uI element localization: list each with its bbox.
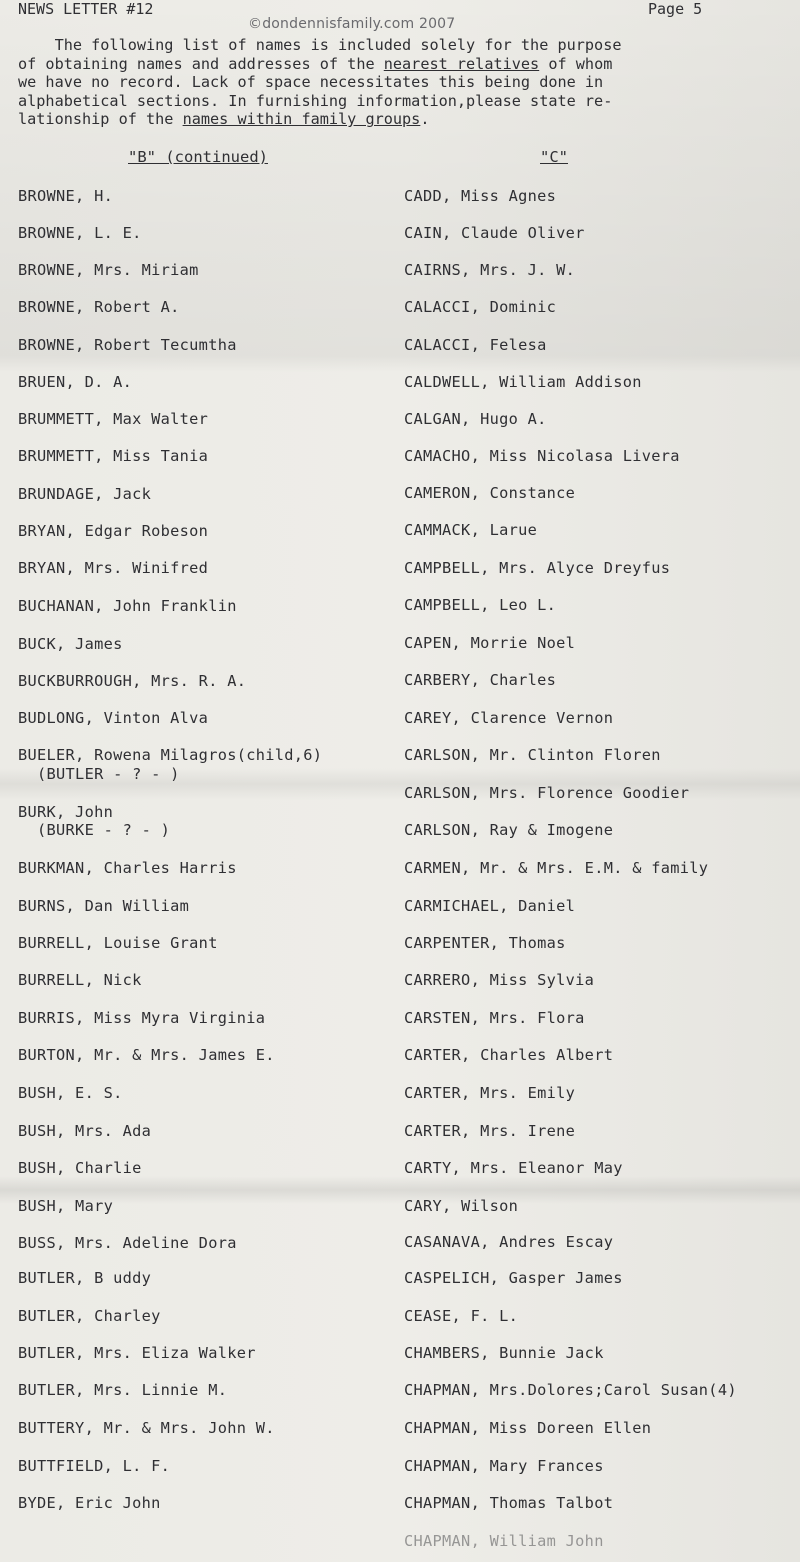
name-entry: CARPENTER, Thomas [404, 934, 566, 952]
name-entry: CEASE, F. L. [404, 1307, 519, 1325]
name-entry: BROWNE, Mrs. Miriam [18, 261, 199, 279]
name-entry: BUELER, Rowena Milagros(child,6) [18, 746, 323, 764]
name-entry: BURK, John [18, 803, 114, 821]
name-entry: CHAPMAN, Miss Doreen Ellen [404, 1419, 652, 1437]
name-entry: BUSH, Charlie [18, 1159, 142, 1177]
name-entry: CAMMACK, Larue [404, 521, 538, 539]
name-entry: BRUMMETT, Max Walter [18, 410, 209, 428]
name-entry: BRYAN, Edgar Robeson [18, 522, 209, 540]
name-entry: BRUMMETT, Miss Tania [18, 447, 209, 465]
name-entry: CARLSON, Mrs. Florence Goodier [404, 784, 690, 802]
name-entry: CALDWELL, William Addison [404, 373, 642, 391]
intro-line-2-underlined: nearest relatives [383, 54, 540, 73]
name-entry: CAMPBELL, Leo L. [404, 596, 557, 614]
name-entry: BUSH, Mary [18, 1197, 114, 1215]
name-entry: CHAMBERS, Bunnie Jack [404, 1344, 604, 1362]
name-entry: CALACCI, Felesa [404, 336, 547, 354]
name-entry: CARY, Wilson [404, 1197, 519, 1215]
name-entry: BUDLONG, Vinton Alva [18, 709, 209, 727]
copyright-watermark: ©dondennisfamily.com 2007 [248, 16, 456, 32]
name-entry: CASPELICH, Gasper James [404, 1269, 623, 1287]
name-entry: CARTER, Mrs. Irene [404, 1122, 576, 1140]
section-heading-c: "C" [540, 148, 568, 166]
name-entry: CARRERO, Miss Sylvia [404, 971, 595, 989]
name-entry: CALGAN, Hugo A. [404, 410, 547, 428]
name-entry: CARLSON, Mr. Clinton Floren [404, 746, 661, 764]
name-entry: CAPEN, Morrie Noel [404, 634, 576, 652]
intro-line-2a: of obtaining names and addresses of the [18, 54, 384, 73]
name-entry: CARTER, Mrs. Emily [404, 1084, 576, 1102]
name-entry: BROWNE, Robert Tecumtha [18, 336, 237, 354]
name-entry: CAIN, Claude Oliver [404, 224, 585, 242]
name-entry: CHAPMAN, William John [404, 1532, 604, 1550]
name-entry: CHAPMAN, Mary Frances [404, 1457, 604, 1475]
name-entry: BURNS, Dan William [18, 897, 190, 915]
name-entry: BURKMAN, Charles Harris [18, 859, 237, 877]
name-entry: BUTLER, B uddy [18, 1269, 152, 1287]
section-heading-b: "B" (continued) [128, 148, 268, 166]
name-entry: CASANAVA, Andres Escay [404, 1233, 614, 1251]
intro-line-4: alphabetical sections. In furnishing information,please state re- [18, 91, 613, 110]
name-entry: BUSH, Mrs. Ada [18, 1122, 152, 1140]
name-entry: CAMPBELL, Mrs. Alyce Dreyfus [404, 559, 671, 577]
name-entry: BUTTFIELD, L. F. [18, 1457, 171, 1475]
name-entry: BRUEN, D. A. [18, 373, 133, 391]
name-entry: CHAPMAN, Mrs.Dolores;Carol Susan(4) [404, 1381, 737, 1399]
name-entry: BUCK, James [18, 635, 123, 653]
intro-line-3: we have no record. Lack of space necessitates this being done in [18, 73, 604, 92]
name-entry: BUTLER, Mrs. Linnie M. [18, 1381, 228, 1399]
name-entry: BUSS, Mrs. Adeline Dora [18, 1234, 237, 1252]
name-entry: CARMICHAEL, Daniel [404, 897, 576, 915]
name-entry: BUCHANAN, John Franklin [18, 597, 237, 615]
name-entry: BUTLER, Charley [18, 1307, 161, 1325]
name-entry: BRYAN, Mrs. Winifred [18, 559, 209, 577]
name-entry: CARTER, Charles Albert [404, 1046, 614, 1064]
intro-line-5b: . [420, 110, 430, 129]
name-entry: CAREY, Clarence Vernon [404, 709, 614, 727]
name-entry: BUTTERY, Mr. & Mrs. John W. [18, 1419, 275, 1437]
name-entry: BYDE, Eric John [18, 1494, 161, 1512]
name-entry: CHAPMAN, Thomas Talbot [404, 1494, 614, 1512]
name-entry: CARLSON, Ray & Imogene [404, 821, 614, 839]
intro-line-2b: of whom [539, 54, 613, 73]
name-entry: BURRELL, Louise Grant [18, 934, 218, 952]
alternate-surname-note: (BURKE - ? - ) [18, 821, 171, 839]
intro-line-1: The following list of names is included solely for the purpose [18, 36, 622, 54]
name-entry: BUSH, E. S. [18, 1084, 123, 1102]
name-entry: CALACCI, Dominic [404, 298, 557, 316]
intro-line-5-underlined: names within family groups [182, 110, 421, 129]
name-entry: CARTY, Mrs. Eleanor May [404, 1159, 623, 1177]
name-entry: CAIRNS, Mrs. J. W. [404, 261, 576, 279]
name-entry: CARBERY, Charles [404, 671, 557, 689]
name-entry: BUCKBURROUGH, Mrs. R. A. [18, 672, 247, 690]
name-entry: BURRIS, Miss Myra Virginia [18, 1009, 266, 1027]
name-entry: BURTON, Mr. & Mrs. James E. [18, 1046, 275, 1064]
name-entry: BRUNDAGE, Jack [18, 485, 152, 503]
name-entry: BURRELL, Nick [18, 971, 142, 989]
page-number: Page 5 [648, 0, 703, 18]
name-entry: BROWNE, H. [18, 187, 114, 205]
name-entry: BUTLER, Mrs. Eliza Walker [18, 1344, 256, 1362]
newsletter-number: NEWS LETTER #12 [18, 0, 154, 18]
name-entry: CAMERON, Constance [404, 484, 576, 502]
name-entry: CARMEN, Mr. & Mrs. E.M. & family [404, 859, 709, 877]
name-entry: BROWNE, L. E. [18, 224, 142, 242]
name-entry: CAMACHO, Miss Nicolasa Livera [404, 447, 680, 465]
alternate-surname-note: (BUTLER - ? - ) [18, 765, 180, 783]
name-entry: BROWNE, Robert A. [18, 298, 180, 316]
name-entry: CADD, Miss Agnes [404, 187, 557, 205]
intro-line-5a: lationship of the [18, 110, 183, 129]
name-entry: CARSTEN, Mrs. Flora [404, 1009, 585, 1027]
